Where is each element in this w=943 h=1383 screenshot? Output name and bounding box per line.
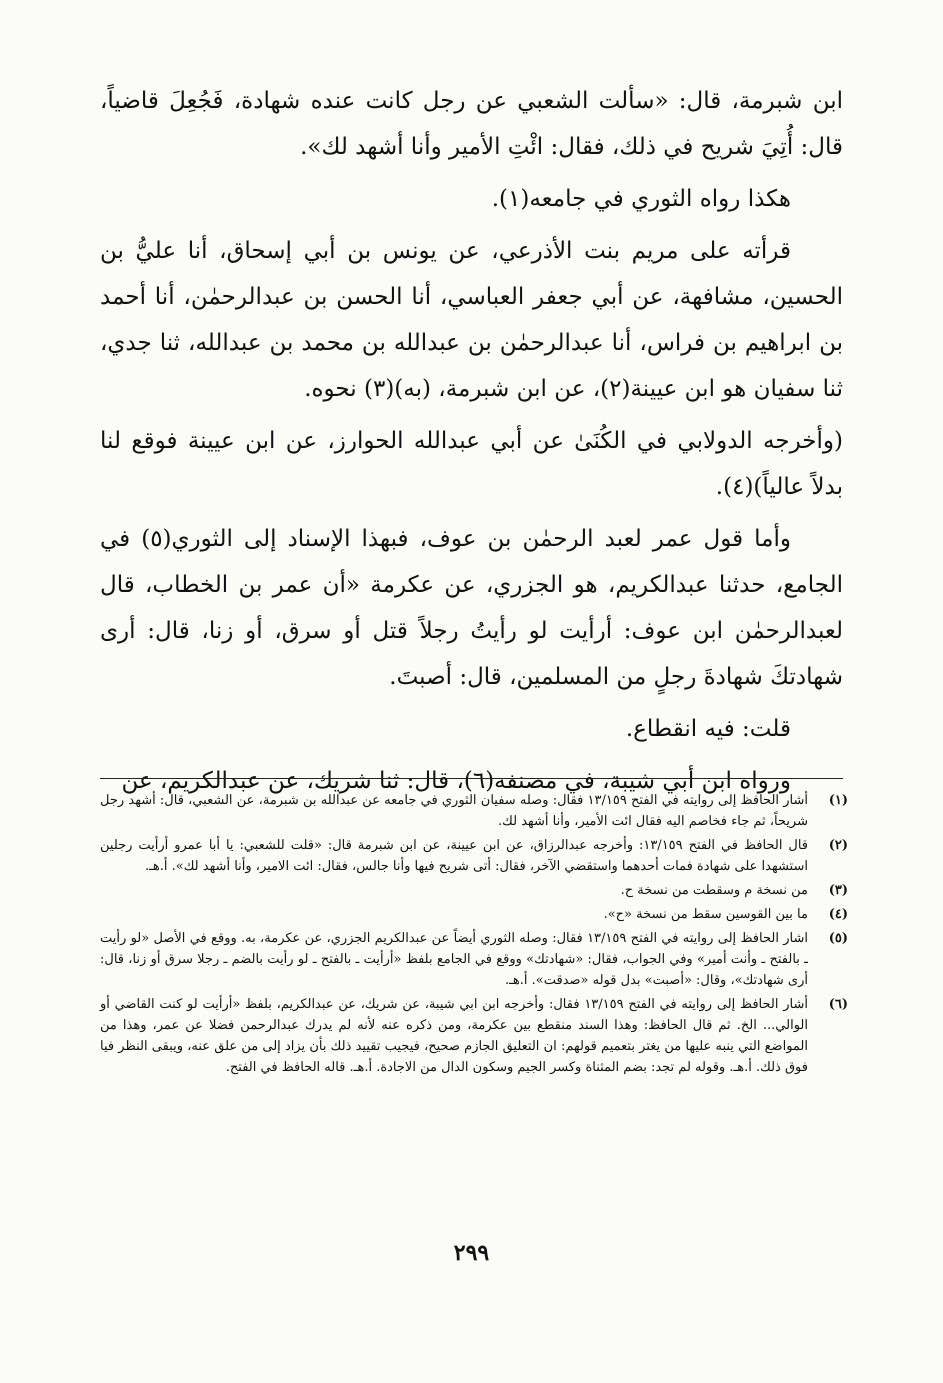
footnote-number: (٢) (828, 838, 848, 853)
footnote (100, 904, 848, 925)
footnote (100, 790, 848, 832)
footnote-number: (٣) (828, 883, 848, 898)
footnote (100, 835, 848, 877)
paragraph-2: هكذا رواه الثوري في جامعه(١). (491, 186, 791, 212)
footnote-number: (٥) (828, 931, 848, 946)
footnote-text: أشار الحافظ إلى روايته في الفتح ١٣/١٥٩ فقال: وصله سفيان الثوري في جامعه عن عبدالله بن شبرمة، عن الشعبي، قال: أشهد رجل شريحاً، ثم جاء فخاصم اليه فقال ائت الأمير، وأنا أشهد لك. (100, 793, 808, 829)
footnote (100, 880, 848, 901)
footnotes (100, 790, 848, 1081)
footnote-number: (٦) (828, 997, 848, 1012)
paragraph-4: (وأخرجه الدولابي في الكُنَىٰ عن أبي عبدالله الحوارز، عن ابن عيينة فوقع لنا بدلاً عالياً)(٤). (100, 428, 843, 500)
footnote-text: أشار الحافظ إلى روايته في الفتح ١٣/١٥٩ فقال: وأخرجه ابن ابي شيبة، عن شريك، عن عبدالكريم، بلفظ «أرأيت لو كنت القاضي أو الوالي... الخ. ثم قال الحافظ: وهذا السند منقطع بين عكرمة، ومن ذكره عنه لأنه لم يدرك عبدالرحمن فضلا عن عمر، وهذا من المواضع التي ينبه عليها من يغتر بتعميم قولهم: ان التعليق الجازم صحيح، فيجيب تقييد ذلك بأن يزاد إلى من علق عنه، ويبقى النظر فيا فوق ذلك. أ.هـ. وقوله لم تجد: بضم المثناة وكسر الجيم وسكون الدال من الاجادة. أ.هـ. قاله الحافظ في الفتح. (100, 997, 808, 1075)
footnote-text: اشار الحافظ إلى روايته في الفتح ١٣/١٥٩ فقال: وصله الثوري أيضاً عن عبدالكريم الجزري، عن عكرمة، به. ووقع في الأصل «لو رأيت ـ بالفتح ـ وأنت أمير» وفي الجواب، فقال: «شهادتك» ووقع في الجامع بلفظ «أرأيت ـ بالفتح ـ لو رأيت بالضم ـ رجلا سرق أو زنا، قال: أرى شهادتك»، وقال: «أصبت» بدل قوله «صدقت». أ.هـ. (100, 931, 808, 988)
paragraph-1: ابن شبرمة، قال: «سألت الشعبي عن رجل كانت عنده شهادة، فَجُعِلَ قاضياً، قال: أُتِيَ شريح في ذلك، فقال: ائْتِ الأمير وأنا أشهد لك». (100, 88, 843, 160)
paragraph-3: قرأته على مريم بنت الأذرعي، عن يونس بن أبي إسحاق، أنا عليُّ بن الحسين، مشافهة، عن أبي جعفر العباسي، أنا الحسن بن عبدالرحمٰن، أنا أحمد بن ابراهيم بن فراس، أنا عبدالرحمٰن بن عبدالله بن محمد بن عبدالله، ثنا جدي، ثنا سفيان هو ابن عيينة(٢)، عن ابن شبرمة، (به)(٣) نحوه. (100, 238, 843, 402)
paragraph-7: ورواه ابن أبي شيبة، في مصنفه(٦)، قال: ثنا شريك، عن عبدالكريم، عن (121, 768, 791, 794)
main-text (100, 78, 843, 810)
page-number: ٢٩٩ (453, 1240, 490, 1266)
footnote (100, 928, 848, 991)
footnote-text: ما بين القوسين سقط من نسخة «ح». (603, 907, 808, 922)
footnote-number: (١) (828, 793, 848, 808)
footnote-number: (٤) (828, 907, 848, 922)
footnote-text: من نسخة م وسقطت من نسخة ح. (620, 883, 808, 898)
footnote (100, 994, 848, 1078)
footnote-divider (100, 778, 843, 779)
paragraph-6: قلت: فيه انقطاع. (625, 716, 791, 742)
paragraph-5: وأما قول عمر لعبد الرحمٰن بن عوف، فبهذا الإسناد إلى الثوري(٥) في الجامع، حدثنا عبدالكريم، هو الجزري، عن عكرمة «أن عمر بن الخطاب، قال لعبدالرحمٰن ابن عوف: أرأيت لو رأيتُ رجلاً قتل أو سرق، أو زنا، قال: أرى شهادتكَ شهادةَ رجلٍ من المسلمين، قال: أصبتَ. (100, 526, 843, 690)
footnote-text: قال الحافظ في الفتح ١٣/١٥٩: وأخرجه عبدالرزاق، عن ابن عيينة، عن ابن شبرمة قال: «قلت للشعبي: يا أبا عمرو أرأيت رجلين استشهدا على شهادة فمات أحدهما واستقضي الآخر، فقال: أتى شريح فيها وأنا جالس، فقال: ائت الامير، وأنا أشهد لك». أ.هـ. (100, 838, 808, 874)
